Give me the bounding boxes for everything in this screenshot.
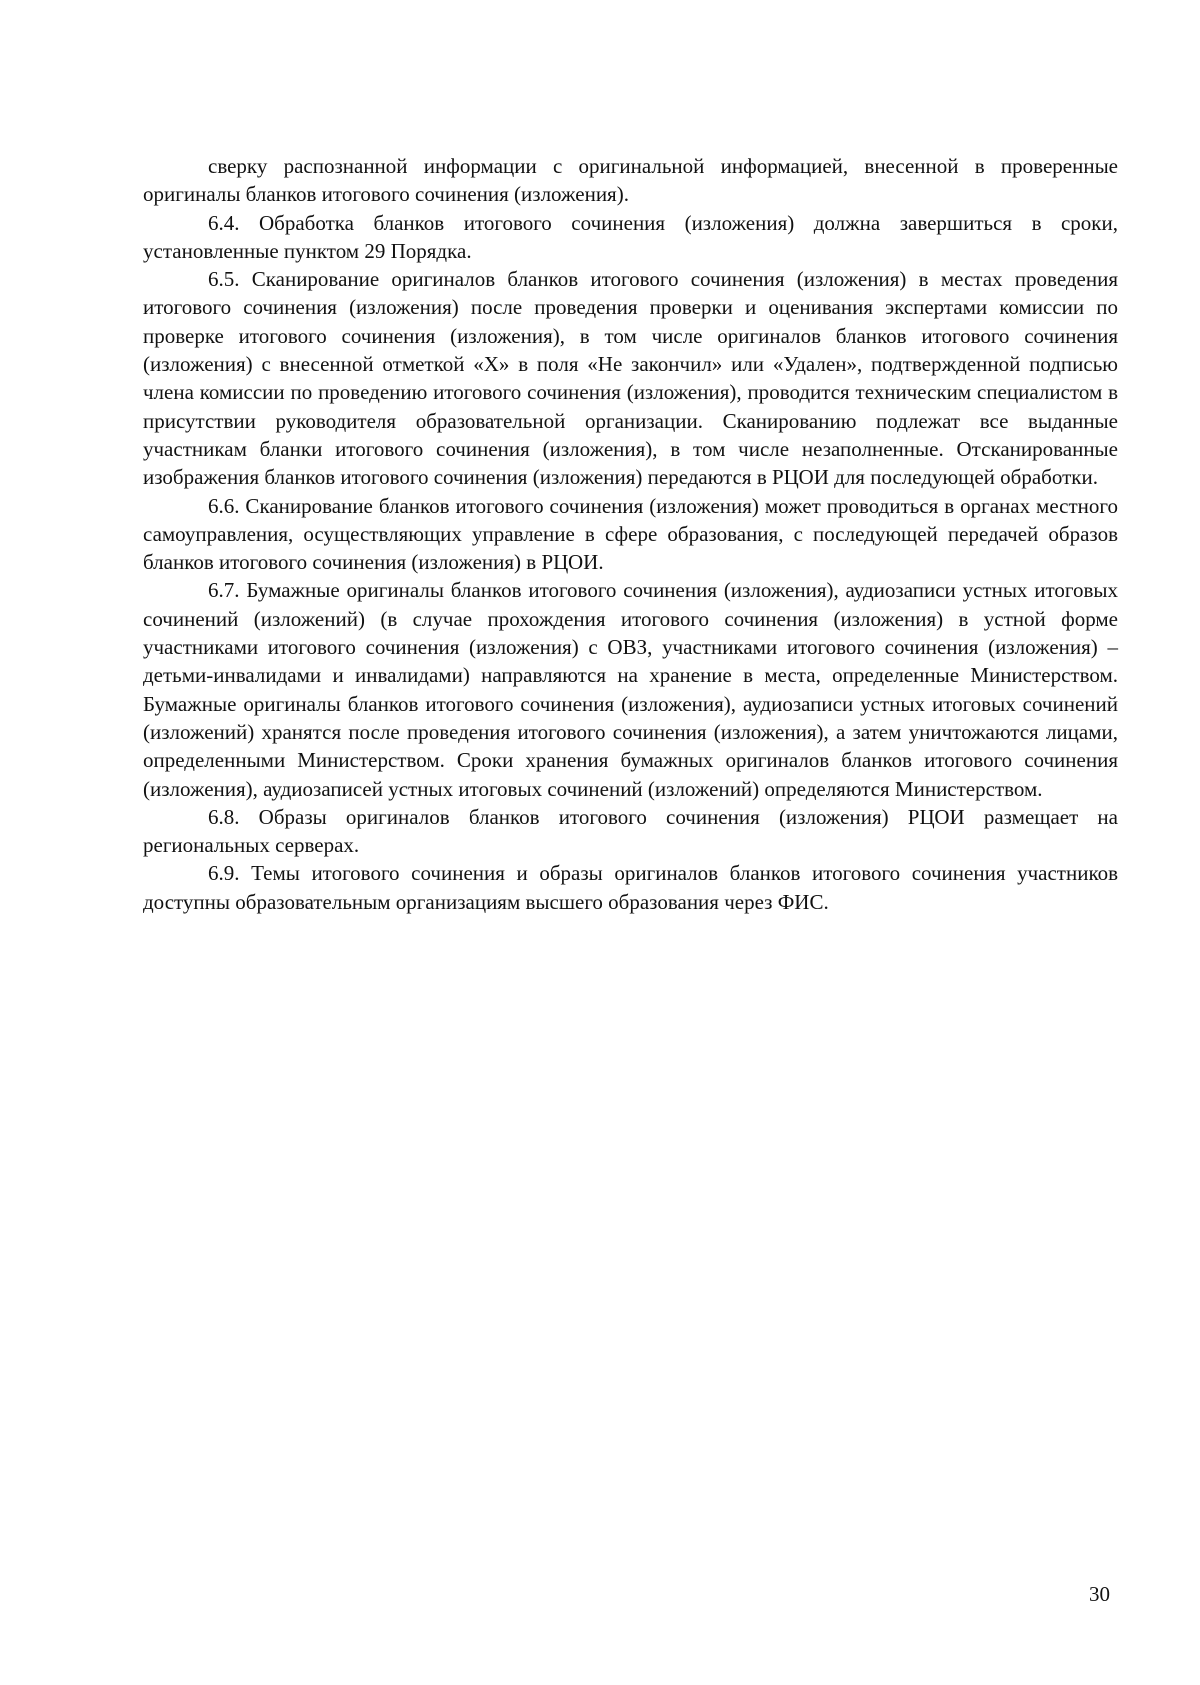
paragraph-6-4: 6.4. Обработка бланков итогового сочинения (изложения) должна завершиться в сроки, установленные пунктом 29 Порядка.	[143, 210, 1118, 263]
paragraph-continuation: сверку распознанной информации с оригинальной информацией, внесенной в проверенные оригиналы бланков итогового сочинения (изложения).	[143, 154, 1118, 207]
paragraph-6-5: 6.5. Сканирование оригиналов бланков итогового сочинения (изложения) в местах проведения итогового сочинения (изложения) после проведения проверки и оценивания экспертами комиссии по проверке итогового сочинения (изложения), в том числе оригиналов бланков итогового сочинения (изложения) с внесенной отметкой «X» в поля «Не закончил» или «Удален», подтвержденной подписью члена комиссии по проведению итогового сочинения (изложения), проводится техническим специалистом в присутствии руководителя образовательной организации. Сканированию подлежат все выданные участникам бланки итогового сочинения (изложения), в том числе незаполненные. Отсканированные изображения бланков итогового сочинения (изложения) передаются в РЦОИ для последующей обработки.	[143, 267, 1118, 490]
document-body	[143, 152, 1118, 916]
paragraph-6-8: 6.8. Образы оригиналов бланков итогового сочинения (изложения) РЦОИ размещает на региональных серверах.	[143, 804, 1118, 858]
paragraph-6-6: 6.6. Сканирование бланков итогового сочинения (изложения) может проводиться в органах местного самоуправления, осуществляющих управление в сфере образования, с последующей передачей образов бланков итогового сочинения (изложения) в РЦОИ.	[143, 493, 1118, 575]
paragraph-6-7: 6.7. Бумажные оригиналы бланков итогового сочинения (изложения), аудиозаписи устных итоговых сочинений (изложений) (в случае прохождения итогового сочинения (изложения) в устной форме участниками итогового сочинения (изложения) с ОВЗ, участниками итогового сочинения (изложения) – детьми-инвалидами и инвалидами) направляются на хранение в места, определенные Министерством. Бумажные оригиналы бланков итогового сочинения (изложения), аудиозаписи устных итоговых сочинений (изложений) хранятся после проведения итогового сочинения (изложения), а затем уничтожаются лицами, определенными Министерством. Сроки хранения бумажных оригиналов бланков итогового сочинения (изложения), аудиозаписей устных итоговых сочинений (изложений) определяются Министерством.	[143, 578, 1118, 801]
page-number: 30	[1089, 1582, 1110, 1606]
paragraph-6-9: 6.9. Темы итогового сочинения и образы оригиналов бланков итогового сочинения участников доступны образовательным организациям высшего образования через ФИС.	[143, 861, 1118, 914]
